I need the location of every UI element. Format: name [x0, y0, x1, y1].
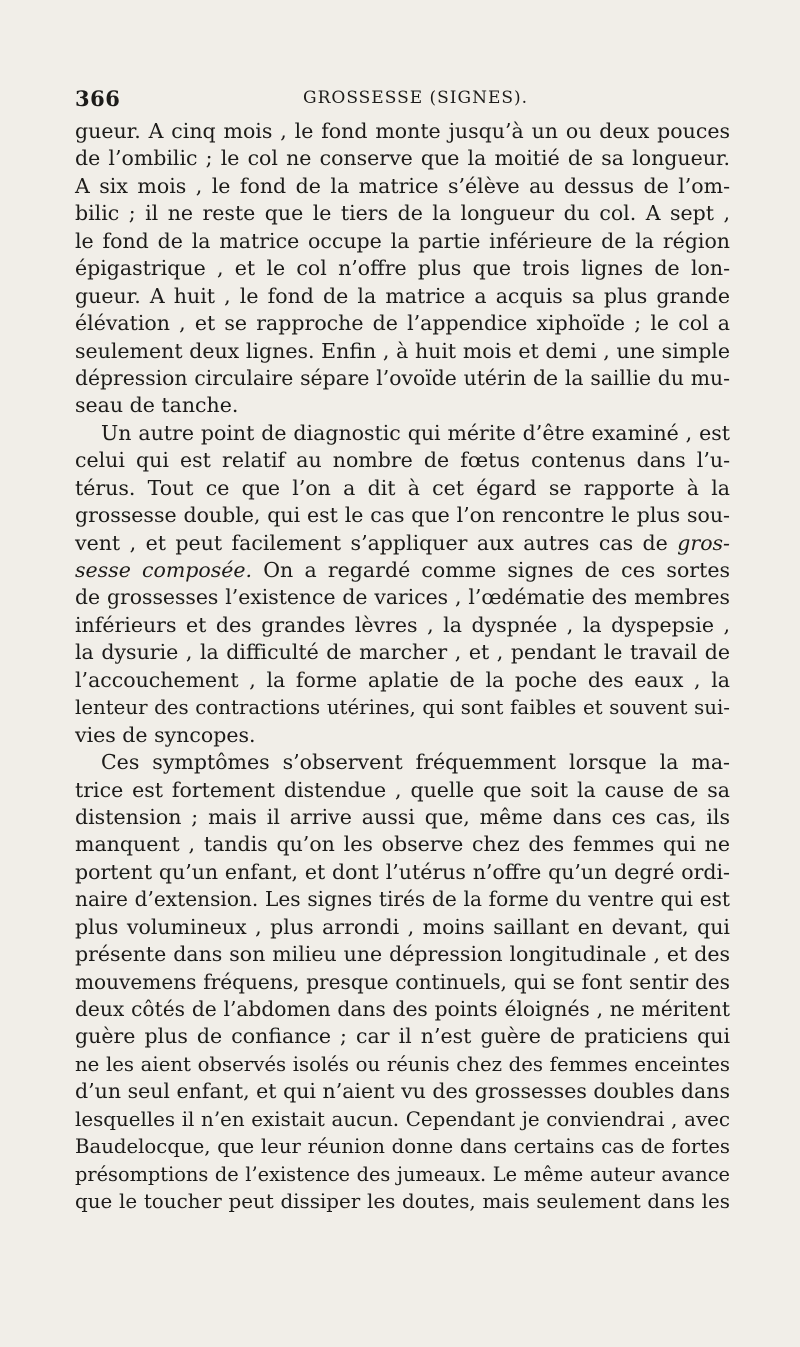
text-segment: On a regardé comme signes de ces sortes [263, 558, 730, 582]
text-line: portent qu’un enfant, et dont l’utérus n’offre qu’un degré ordi- [75, 859, 730, 884]
text-line: épigastrique , et le col n’offre plus que trois lignes de lon- [75, 256, 730, 281]
text-line: Ces symptômes s’observent fréquemment lorsque la ma- [101, 750, 730, 775]
text-line: l’accouchement , la forme aplatie de la poche des eaux , la [75, 667, 730, 692]
page-header [75, 86, 730, 116]
text-line: grossesse double, qui est le cas que l’on rencontre le plus sou- [75, 503, 730, 528]
text-line: de grossesses l’existence de varices , l’œdématie des membres [75, 585, 730, 610]
text-line: gueur. A huit , le fond de la matrice a acquis sa plus grande [75, 283, 730, 308]
text-segment: vent , et peut facilement s’appliquer aux autres cas de [75, 530, 668, 555]
text-line: que le toucher peut dissiper les doutes, mais seulement dans les [75, 1190, 730, 1214]
text-line: A six mois , le fond de la matrice s’élève au dessus de l’om- [75, 173, 730, 198]
text-line: bilic ; il ne reste que le tiers de la longueur du col. A sept , [75, 201, 730, 226]
text-line: guère plus de confiance ; car il n’est guère de praticiens qui [75, 1024, 730, 1049]
text-line: présomptions de l’existence des jumeaux. Le même auteur avance [75, 1162, 730, 1186]
text-line: lesquelles il n’en existait aucun. Cependant je conviendrai , avec [75, 1107, 730, 1131]
text-line-mixed [75, 557, 730, 584]
text-line: naire d’extension. Les signes tirés de la forme du ventre qui est [75, 887, 730, 912]
text-line: mouvemens fréquens, presque continuels, qui se font sentir des [75, 969, 730, 994]
text-line: élévation , et se rapproche de l’appendice xiphoïde ; le col a [75, 311, 730, 336]
text-line: lenteur des contractions utérines, qui sont faibles et souvent sui- [75, 696, 730, 720]
text-line: dépression circulaire sépare l’ovoïde utérin de la saillie du mu- [75, 365, 730, 390]
text-line: celui qui est relatif au nombre de fœtus contenus dans l’u- [75, 448, 730, 473]
page-number: 366 [75, 86, 121, 111]
text-line: deux côtés de l’abdomen dans des points éloignés , ne méritent [75, 997, 730, 1021]
text-line-mixed [75, 530, 730, 557]
text-line: d’un seul enfant, et qui n’aient vu des grossesses doubles dans [75, 1079, 730, 1104]
text-line: de l’ombilic ; le col ne conserve que la moitié de sa longueur. [75, 146, 730, 171]
text-line: vies de syncopes. [75, 722, 256, 747]
text-line: seau de tanche. [75, 393, 239, 418]
text-line: distension ; mais il arrive aussi que, même dans ces cas, ils [75, 804, 730, 829]
text-line: Baudelocque, que leur réunion donne dans certains cas de fortes [75, 1135, 730, 1159]
italic-term: sesse composée. [75, 558, 253, 582]
text-line: ne les aient observés isolés ou réunis chez des femmes enceintes [75, 1052, 730, 1076]
text-line: présente dans son milieu une dépression longitudinale , et des [75, 942, 730, 967]
text-line: seulement deux lignes. Enfin , à huit mois et demi , une simple [75, 338, 730, 363]
text-line: gueur. A cinq mois , le fond monte jusqu’à un ou deux pouces [75, 119, 730, 143]
text-line: Un autre point de diagnostic qui mérite d’être examiné , est [101, 420, 730, 445]
text-line: le fond de la matrice occupe la partie inférieure de la région [75, 228, 730, 253]
running-title: GROSSESSE (SIGNES). [303, 88, 529, 108]
text-line: plus volumineux , plus arrondi , moins saillant en devant, qui [75, 914, 730, 939]
body-text [75, 118, 730, 1216]
text-line: manquent , tandis qu’on les observe chez des femmes qui ne [75, 832, 730, 857]
text-line: trice est fortement distendue , quelle que soit la cause de sa [75, 777, 730, 802]
text-line: la dysurie , la difficulté de marcher , et , pendant le travail de [75, 640, 730, 665]
italic-term: gros- [677, 530, 730, 555]
text-line: inférieurs et des grandes lèvres , la dyspnée , la dyspepsie , [75, 612, 730, 637]
text-line: térus. Tout ce que l’on a dit à cet égard se rapporte à la [75, 475, 730, 500]
